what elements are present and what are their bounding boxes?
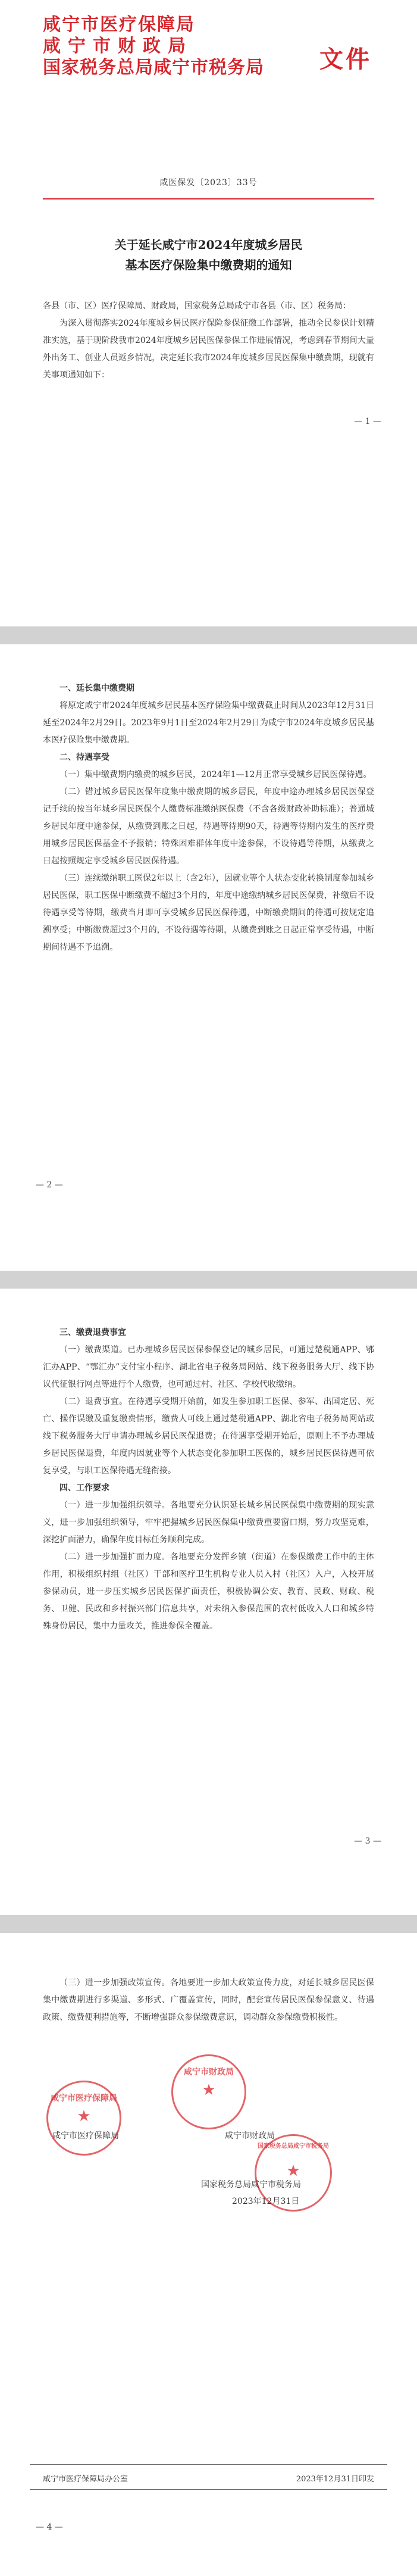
official-seal-1	[46, 2081, 121, 2156]
paragraph: （一）缴费渠道。已办理城乡居民医保参保登记的城乡居民，可通过楚税通APP、鄂汇办APP、“鄂汇办”支付宝小程序、湖北省电子税务局网站、线下税务服务大厅、线下协议代征银行网点等进行个人缴费，也可通过村、社区、学校代收缴纳。	[43, 1345, 374, 1389]
page-number: — 4 —	[36, 2522, 63, 2532]
section-heading: 四、工作要求	[59, 1483, 109, 1493]
signatory-3: 国家税务总局咸宁市税务局	[201, 2180, 301, 2190]
intro-paragraph: 为深入贯彻落实2024年度城乡居民医疗保险参保征缴工作部署，推动全民参保计划精准实施，基于现阶段我市2024年度城乡居民医保参保工作进展情况，考虑到春节期间大量外出务工、创业人员返乡情况，决定延长我市2024年度城乡居民医保集中缴费期，现就有关事项通知如下：	[43, 319, 374, 380]
page-1	[0, 0, 417, 626]
title-line-1: 关于延长咸宁市2024年度城乡居民	[114, 238, 303, 252]
official-seal-2	[171, 2054, 246, 2129]
paragraph: 将原定咸宁市2024年度城乡居民基本医疗保险集中缴费截止时间从2023年12月31日延至2024年2月29日。2023年9月1日至2024年2月29日为咸宁市2024年度城乡居民基本医疗保险集中缴费期。	[43, 701, 374, 745]
header-issuer-3: 国家税务总局咸宁市税务局	[43, 57, 264, 78]
footer-divider-top	[30, 2464, 387, 2465]
footer-divider-bottom	[30, 2489, 387, 2490]
paragraph: （三）进一步加强政策宣传。各地要进一步加大政策宣传力度，对延长城乡居民医保集中缴费期进行多渠道、多形式、广覆盖宣传，同时，配套宣传居民医保参保意义、待遇政策、缴费便利措施等，不断增强群众参保缴费意识，调动群众参保缴费积极性。	[43, 1978, 374, 2022]
page-number: — 1 —	[354, 417, 381, 426]
page4-body	[43, 1975, 374, 2026]
title-line-2: 基本医疗保险集中缴费期的通知	[125, 258, 292, 272]
paragraph: （一）集中缴费期内缴费的城乡居民，2024年1—12月正常享受城乡居民医保待遇。	[59, 770, 372, 779]
page-3	[0, 1289, 417, 1915]
signatory-2: 咸宁市财政局	[225, 2131, 275, 2141]
document-header	[43, 14, 388, 79]
seal-text: 咸宁市医疗保障局	[51, 2094, 117, 2103]
header-red-divider	[43, 198, 374, 199]
page-4	[0, 1933, 417, 2576]
star-icon: ★	[286, 2162, 300, 2180]
star-icon: ★	[77, 2107, 91, 2125]
paragraph: （三）连续缴纳职工医保2年以上（含2年），因就业等个人状态变化转换制度参加城乡居民医保，职工医保中断缴费不超过3个月的，年度中途缴纳城乡居民医保费，补缴后不设待遇享受等待期，缴费当月即可享受城乡居民医保待遇，中断缴费期间的待遇可按规定追溯享受；中断缴费超过3个月的，不设待遇等待期，从缴费到账之日起正常享受待遇，中断期间待遇不予追溯。	[43, 874, 374, 952]
footer-print-date: 2023年12月31日印发	[296, 2475, 374, 2484]
issue-date: 2023年12月31日	[232, 2197, 300, 2206]
page2-body	[43, 680, 374, 956]
paragraph: （二）错过城乡居民医保年度集中缴费期的城乡居民，年度中途办理城乡居民医保登记手续的按当年城乡居民医保个人缴费标准缴纳医保费（不含各级财政补助标准）；普通城乡居民年度中途参保，从缴费到账之日起，待遇等待期90天，待遇等待期内发生的医疗费用城乡居民医保基金不予报销；特殊困难群体年度中途参保，不设待遇等待期，从缴费之日起按照规定享受城乡居民医保待遇。	[43, 787, 374, 866]
signatory-1: 咸宁市医疗保障局	[52, 2131, 119, 2141]
header-suffix: 文件	[319, 45, 372, 73]
footer-issuer: 咸宁市医疗保障局办公室	[43, 2475, 128, 2484]
header-issuer-1: 咸宁市医疗保障局	[43, 14, 195, 35]
addressee: 各县（市、区）医疗保障局、财政局，国家税务总局咸宁市各县（市、区）税务局：	[43, 301, 351, 311]
doc-number: 咸医保发〔2023〕33号	[159, 178, 258, 188]
paragraph: （一）进一步加强组织领导。各地要充分认识延长城乡居民医保集中缴费期的现实意义，进一步加强组织领导，牢牢把握城乡居民医保集中缴费重要窗口期，努力攻坚克难，深挖扩面潜力，确保年度目标任务顺利完成。	[43, 1501, 374, 1545]
seal-text: 咸宁市财政局	[184, 2067, 234, 2077]
page1-body	[43, 298, 374, 384]
page-2	[0, 644, 417, 1271]
seal-text: 国家税务总局咸宁市税务局	[258, 2143, 329, 2150]
page-number: — 3 —	[354, 1836, 381, 1846]
paragraph: （二）退费事宜。在待遇享受期开始前，如发生参加职工医保、参军、出国定居、死亡、操作误缴及重复缴费情形，缴费人可线上通过楚税通APP、湖北省电子税务局网站或线下税务服务大厅申请办理城乡居民医保退费；在待遇享受期开始后，原则上不予办理城乡居民医保退费，年度内因就业等个人状态变化参加职工医保的，城乡居民医保待遇可依复享受，与职工医保待遇无缝衔接。	[43, 1397, 374, 1476]
page3-body	[43, 1324, 374, 1635]
section-heading: 二、待遇享受	[59, 753, 109, 762]
section-heading: 一、延长集中缴费期	[59, 684, 134, 693]
document-title	[43, 235, 374, 275]
star-icon: ★	[202, 2081, 216, 2099]
header-issuer-2: 咸宁市财政局	[43, 36, 193, 57]
paragraph: （二）进一步加强扩面力度。各地要充分发挥乡镇（街道）在参保缴费工作中的主体作用，积极组织村组（社区）干部和医疗卫生机构专业人员入村（社区）入户，入校开展参保动员，进一步压实城乡居民医保扩面责任，积极协调公安、教育、民政、财政、税务、卫健、民政和乡村振兴部门信息共享，对未纳入参保范围的农村低收入人口和城乡特殊身份居民，集中力量攻关，推进参保全覆盖。	[43, 1552, 374, 1631]
page-number: — 2 —	[36, 1180, 63, 1190]
section-heading: 三、缴费退费事宜	[59, 1328, 126, 1337]
